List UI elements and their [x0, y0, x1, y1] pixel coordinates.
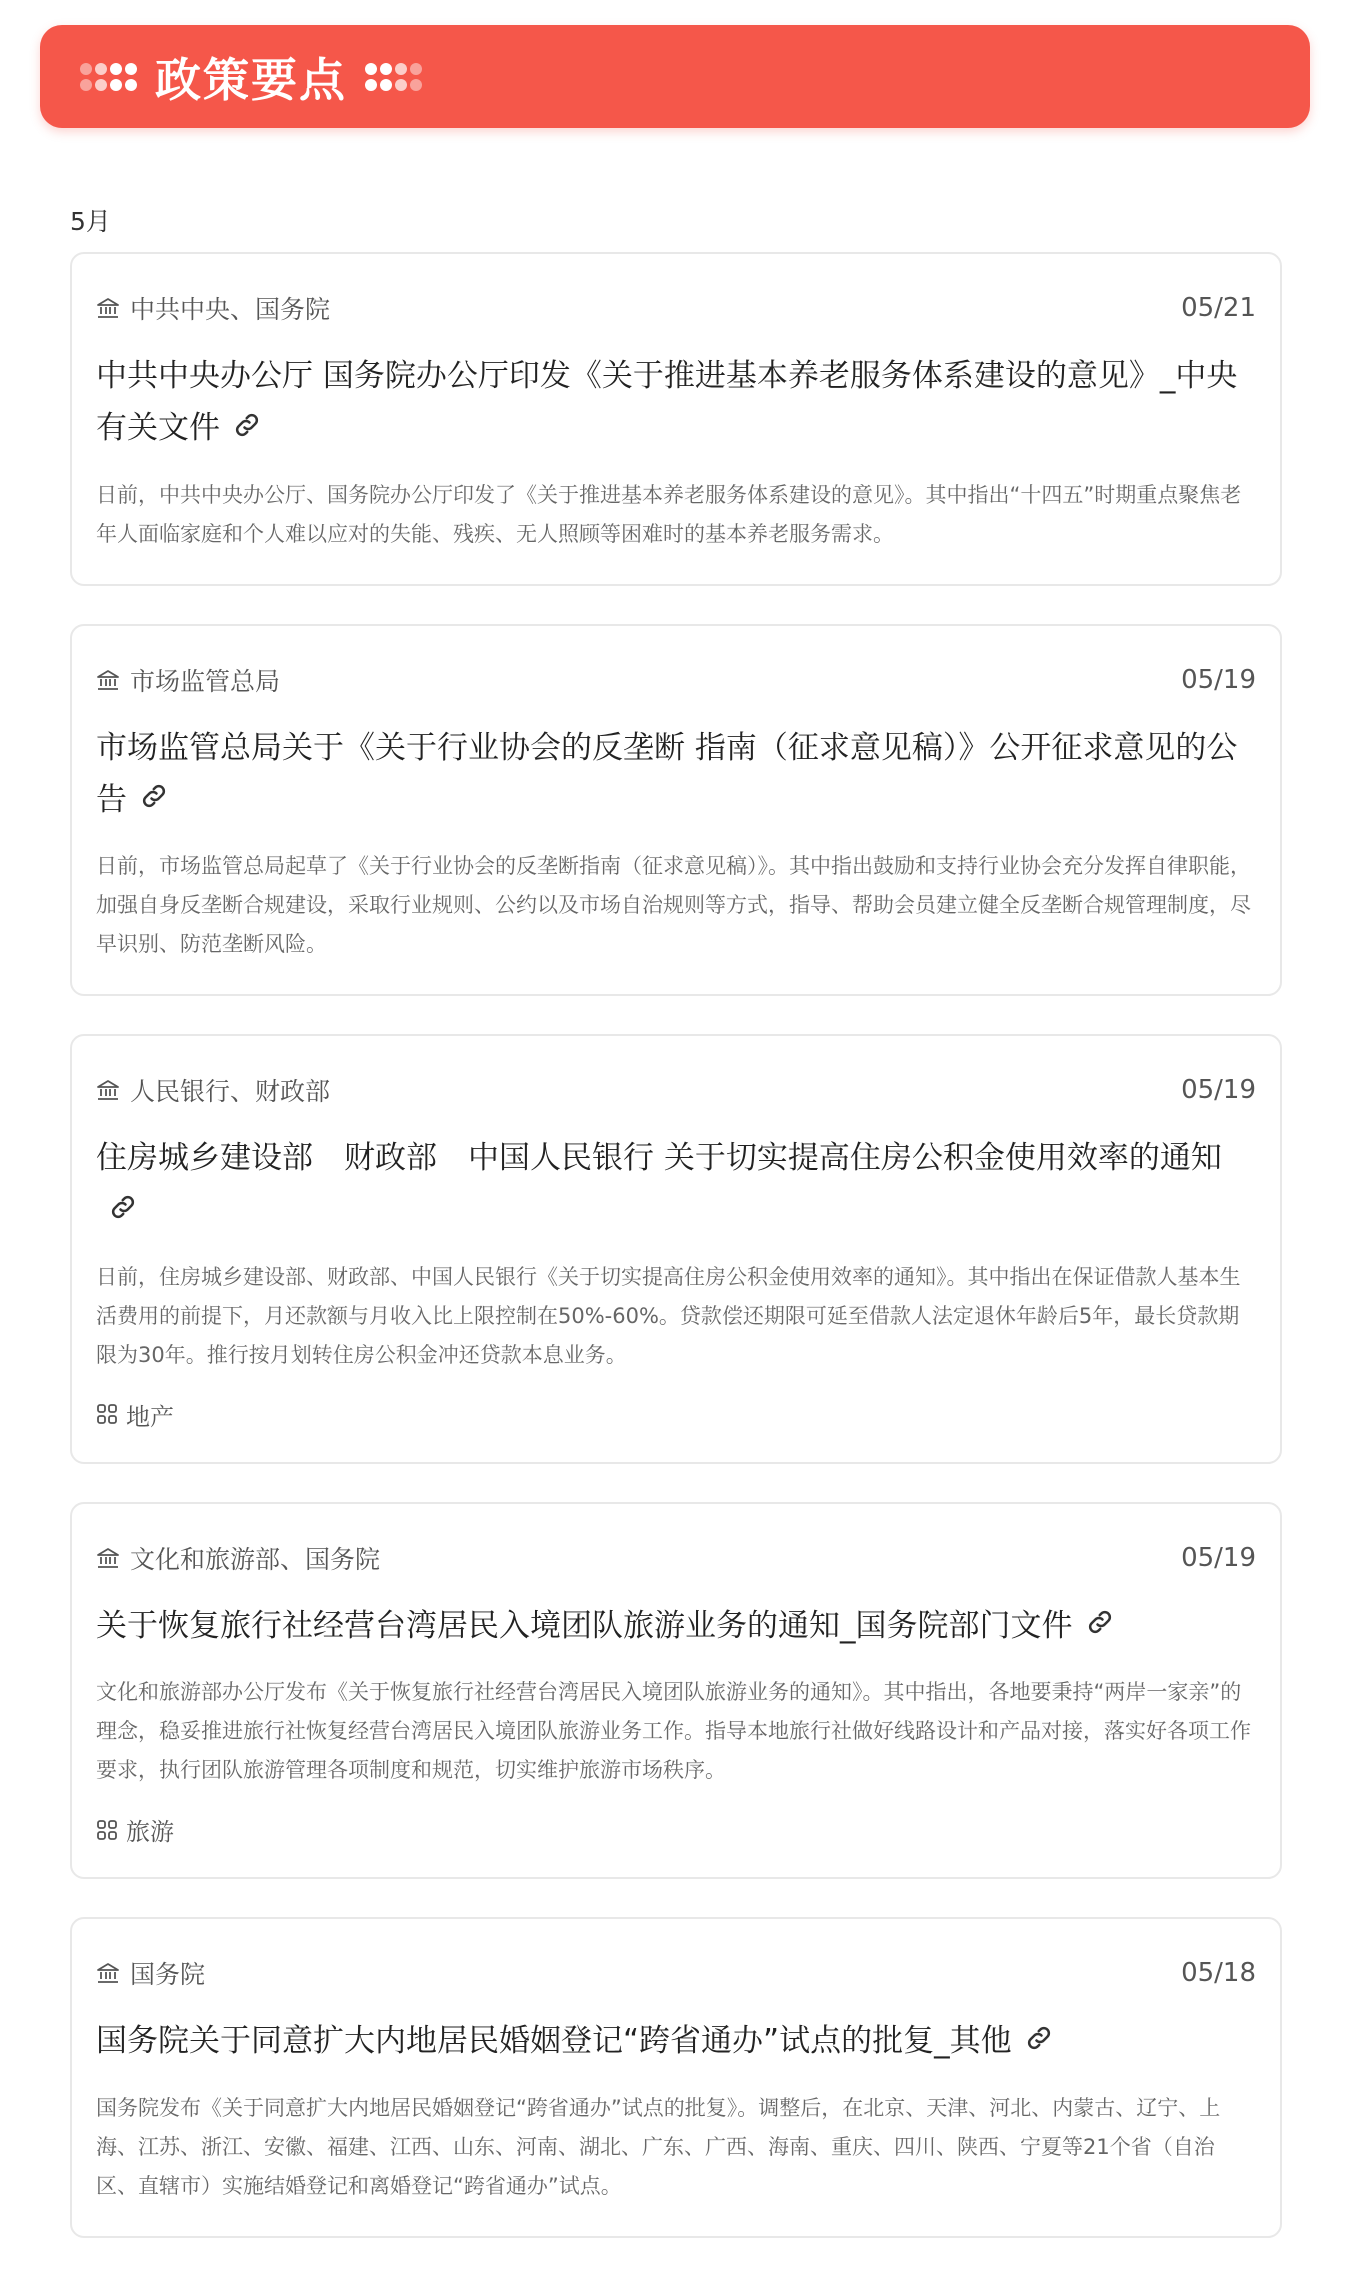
publish-date: 05/18: [1181, 1958, 1256, 1988]
publish-date: 05/19: [1181, 1075, 1256, 1105]
policy-title[interactable]: [96, 1600, 1256, 1654]
publish-date: 05/19: [1181, 664, 1256, 695]
policy-title-text[interactable]: 国务院关于同意扩大内地居民婚姻登记“跨省通办”试点的批复_其他: [96, 2023, 1012, 2059]
policy-title[interactable]: [96, 722, 1256, 828]
agency: [96, 1072, 330, 1108]
link-icon[interactable]: [108, 1186, 138, 1238]
link-icon[interactable]: [1085, 1601, 1115, 1653]
card-header: [96, 1540, 1256, 1576]
agency: [96, 662, 280, 698]
publish-date: 05/19: [1181, 1542, 1256, 1573]
policy-summary: 日前，市场监管总局起草了《关于行业协会的反垄断指南（征求意见稿）》。其中指出鼓励和支持行业协会充分发挥自律职能，加强自身反垄断合规建设，采取行业规则、公约以及市场自治规则等方式，指导、帮助会员建立健全反垄断合规管理制度，尽早识别、防范垄断风险。: [96, 854, 1251, 956]
policy-summary: 国务院发布《关于同意扩大内地居民婚姻登记“跨省通办”试点的批复》。调整后，在北京、天津、河北、内蒙古、辽宁、上海、江苏、浙江、安徽、福建、江西、山东、河南、湖北、广东、广西、海南、重庆、四川、陕西、宁夏等21个省（自治区、直辖市）实施结婚登记和离婚登记“跨省通办”试点。: [96, 2095, 1221, 2198]
policy-tag[interactable]: [96, 1812, 1256, 1847]
decorative-dots-icon: [365, 63, 422, 91]
policy-banner: [40, 25, 1310, 128]
government-building-icon: [96, 1961, 120, 1985]
policy-card[interactable]: [70, 1034, 1282, 1464]
link-icon[interactable]: [139, 775, 169, 827]
policy-card[interactable]: [70, 252, 1282, 586]
policy-title[interactable]: [96, 2015, 1256, 2069]
agency: [96, 1955, 205, 1991]
policy-list: [70, 252, 1282, 2276]
agency-name: 国务院: [130, 1960, 206, 1989]
policy-title[interactable]: [96, 350, 1256, 456]
agency: [96, 290, 330, 326]
government-building-icon: [96, 668, 120, 692]
policy-summary: 日前，住房城乡建设部、财政部、中国人民银行《关于切实提高住房公积金使用效率的通知》。其中指出在保证借款人基本生活费用的前提下，月还款额与月收入比上限控制在50%-60%。贷款偿还期限可延至借款人法定退休年龄后5年，最长贷款期限为30年。推行按月划转住房公积金冲还贷款本息业务。: [96, 1264, 1241, 1367]
agency-name: 市场监管总局: [130, 666, 281, 696]
card-header: [96, 662, 1256, 698]
card-header: [96, 1955, 1256, 1991]
policy-title-text[interactable]: 关于恢复旅行社经营台湾居民入境团队旅游业务的通知_国务院部门文件: [96, 1607, 1073, 1644]
policy-summary: 日前，中共中央办公厅、国务院办公厅印发了《关于推进基本养老服务体系建设的意见》。其中指出“十四五”时期重点聚焦老年人面临家庭和个人难以应对的失能、残疾、无人照顾等困难时的基本养老服务需求。: [96, 482, 1242, 546]
banner-title: 政策要点: [155, 52, 347, 107]
government-building-icon: [96, 296, 120, 320]
agency-name: 中共中央、国务院: [130, 295, 331, 324]
policy-card[interactable]: [70, 624, 1282, 997]
publish-date: 05/21: [1181, 293, 1256, 323]
category-grid-icon: [96, 1403, 118, 1425]
policy-title-text[interactable]: 中共中央办公厅 国务院办公厅印发《关于推进基本养老服务体系建设的意见》_中央有关文件: [96, 358, 1238, 446]
month-label: 5月: [70, 207, 111, 236]
policy-tag[interactable]: [96, 1397, 1256, 1432]
tag-label: 旅游: [126, 1818, 174, 1846]
policy-card[interactable]: [70, 1917, 1282, 2238]
card-header: [96, 1072, 1256, 1108]
agency-name: 文化和旅游部、国务院: [130, 1544, 381, 1574]
link-icon[interactable]: [1024, 2017, 1054, 2069]
agency-name: 人民银行、财政部: [130, 1077, 331, 1106]
agency: [96, 1540, 380, 1576]
government-building-icon: [96, 1546, 120, 1570]
government-building-icon: [96, 1078, 120, 1102]
policy-card[interactable]: [70, 1502, 1282, 1880]
tag-label: 地产: [126, 1402, 174, 1431]
decorative-dots-icon: [80, 63, 137, 91]
policy-summary: 文化和旅游部办公厅发布《关于恢复旅行社经营台湾居民入境团队旅游业务的通知》。其中指出，各地要秉持“两岸一家亲”的理念，稳妥推进旅行社恢复经营台湾居民入境团队旅游业务工作。指导本地旅行社做好线路设计和产品对接，落实好各项工作要求，执行团队旅游管理各项制度和规范，切实维护旅游市场秩序。: [96, 1680, 1251, 1782]
category-grid-icon: [96, 1819, 118, 1841]
policy-title-text[interactable]: 市场监管总局关于《关于行业协会的反垄断 指南（征求意见稿）》公开征求意见的公告: [96, 729, 1238, 818]
policy-title-text[interactable]: 住房城乡建设部 财政部 中国人民银行 关于切实提高住房公积金使用效率的通知: [96, 1140, 1222, 1176]
policy-title[interactable]: [96, 1132, 1256, 1238]
link-icon[interactable]: [232, 404, 262, 456]
card-header: [96, 290, 1256, 326]
